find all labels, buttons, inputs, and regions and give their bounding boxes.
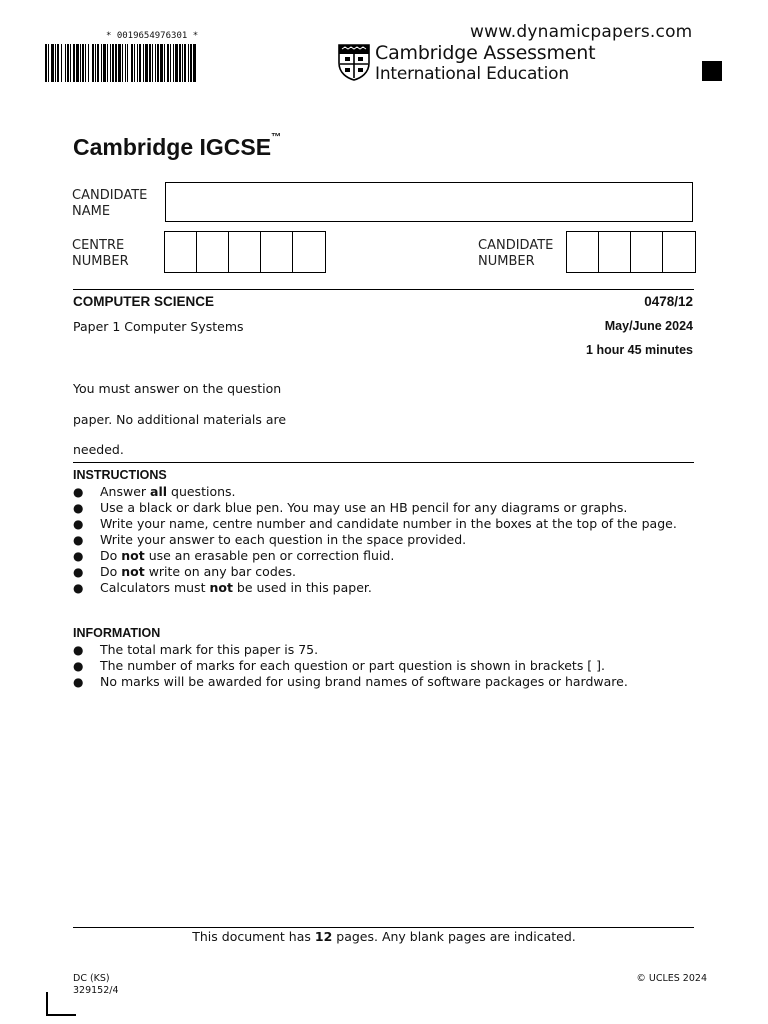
materials-requirement — [73, 374, 313, 466]
list-item-text — [100, 532, 466, 548]
list-item-text-start: Calculators must — [100, 580, 210, 595]
list-item-emphasis: not — [121, 548, 145, 563]
list-item-text-start: Do — [100, 564, 122, 579]
list-item-text-start: Write your name, centre number and candidate number in the boxes at the top of the page. — [100, 516, 677, 531]
centre-number-label — [72, 238, 129, 270]
list-item-text — [100, 674, 628, 690]
candidate-number-cell[interactable] — [663, 232, 695, 272]
barcode-number: * 0019654976301 * — [106, 31, 199, 41]
document-code — [73, 973, 119, 997]
candidate-number-label-line1: CANDIDATE — [478, 238, 554, 253]
list-item — [73, 484, 713, 500]
page-count-note — [0, 929, 768, 944]
centre-number-boxes — [164, 231, 326, 273]
list-item-emphasis: all — [150, 484, 168, 499]
list-item-text-end: write on any bar codes. — [144, 564, 296, 579]
candidate-name-box[interactable] — [165, 182, 693, 222]
candidate-name-label — [72, 188, 147, 220]
document-code-line1: DC (KS) — [73, 973, 110, 984]
alignment-mark — [702, 61, 722, 81]
instructions-heading: INSTRUCTIONS — [73, 468, 167, 482]
qualification-title — [73, 134, 281, 161]
trademark-symbol: ™ — [271, 132, 282, 143]
bullet-icon: ● — [73, 565, 84, 579]
bullet-icon: ● — [73, 643, 84, 657]
list-item — [73, 580, 713, 596]
list-item-text-start: Write your answer to each question in the space provided. — [100, 532, 467, 547]
candidate-number-boxes — [566, 231, 696, 273]
centre-number-label-line1: CENTRE — [72, 238, 125, 253]
cambridge-crest-icon — [337, 43, 371, 81]
list-item — [73, 674, 713, 690]
bullet-icon: ● — [73, 485, 84, 499]
divider — [73, 927, 694, 928]
list-item-emphasis: not — [121, 564, 145, 579]
list-item-text — [100, 642, 318, 658]
list-item-text — [100, 484, 236, 500]
paper-title: Paper 1 Computer Systems — [73, 319, 244, 334]
centre-number-cell[interactable] — [165, 232, 197, 272]
list-item-text-start: Do — [100, 548, 122, 563]
candidate-number-cell[interactable] — [599, 232, 631, 272]
document-code-line2: 329152/4 — [73, 985, 119, 996]
exam-duration: 1 hour 45 minutes — [586, 343, 693, 357]
list-item-text-start: Use a black or dark blue pen. You may use an HB pencil for any diagrams or graphs. — [100, 500, 628, 515]
list-item-text — [100, 658, 605, 674]
list-item-text — [100, 500, 627, 516]
list-item-text-start: Answer — [100, 484, 151, 499]
website-url: www.dynamicpapers.com — [470, 22, 693, 42]
page-count-number: 12 — [314, 929, 333, 944]
bullet-icon: ● — [73, 675, 84, 689]
candidate-number-label-line2: NUMBER — [478, 254, 535, 269]
candidate-name-label-line2: NAME — [72, 204, 111, 219]
requirement-line2: paper. No additional materials are — [73, 411, 287, 427]
subject-title: COMPUTER SCIENCE — [73, 294, 215, 309]
board-name-line1: Cambridge Assessment — [375, 42, 596, 64]
list-item-text — [100, 580, 372, 596]
list-item-text-end: questions. — [167, 484, 236, 499]
centre-number-cell[interactable] — [261, 232, 293, 272]
list-item-text — [100, 516, 677, 532]
requirement-line3: needed. — [73, 442, 124, 457]
list-item — [73, 658, 713, 674]
page-count-text-end: pages. Any blank pages are indicated. — [332, 929, 576, 944]
exam-session: May/June 2024 — [604, 319, 693, 333]
bullet-icon: ● — [73, 533, 84, 547]
list-item-text-start: The number of marks for each question or part question is shown in brackets [ ]. — [100, 658, 606, 673]
list-item — [73, 532, 713, 548]
centre-number-cell[interactable] — [197, 232, 229, 272]
candidate-number-cell[interactable] — [567, 232, 599, 272]
qualification-name: Cambridge IGCSE — [73, 134, 272, 160]
barcode-bar — [193, 44, 196, 82]
barcode — [45, 44, 320, 82]
list-item-text-end: be used in this paper. — [232, 580, 372, 595]
centre-number-cell[interactable] — [293, 232, 325, 272]
candidate-number-cell[interactable] — [631, 232, 663, 272]
list-item-emphasis: not — [209, 580, 233, 595]
crop-mark — [46, 992, 76, 1016]
divider — [73, 462, 694, 463]
bullet-icon: ● — [73, 517, 84, 531]
list-item — [73, 516, 713, 532]
divider — [73, 289, 694, 290]
list-item-text — [100, 564, 296, 580]
paper-code: 0478/12 — [644, 294, 693, 309]
list-item-text-end: use an erasable pen or correction fluid. — [144, 548, 395, 563]
information-heading: INFORMATION — [73, 626, 161, 640]
list-item — [73, 642, 713, 658]
candidate-number-label — [478, 238, 553, 270]
list-item — [73, 564, 713, 580]
bullet-icon: ● — [73, 659, 84, 673]
list-item-text — [100, 548, 394, 564]
information-list — [73, 642, 713, 690]
bullet-icon: ● — [73, 501, 84, 515]
list-item — [73, 500, 713, 516]
page-count-text: This document has — [192, 929, 315, 944]
list-item-text-start: No marks will be awarded for using brand names of software packages or hardware. — [100, 674, 628, 689]
board-name-line2: International Education — [375, 64, 569, 84]
requirement-line1: You must answer on the question — [73, 381, 282, 396]
list-item — [73, 548, 713, 564]
centre-number-cell[interactable] — [229, 232, 261, 272]
instructions-list — [73, 484, 713, 596]
copyright: © UCLES 2024 — [636, 973, 707, 984]
list-item-text-start: The total mark for this paper is 75. — [100, 642, 319, 657]
centre-number-label-line2: NUMBER — [72, 254, 129, 269]
bullet-icon: ● — [73, 549, 84, 563]
bullet-icon: ● — [73, 581, 84, 595]
candidate-name-label-line1: CANDIDATE — [72, 188, 148, 203]
